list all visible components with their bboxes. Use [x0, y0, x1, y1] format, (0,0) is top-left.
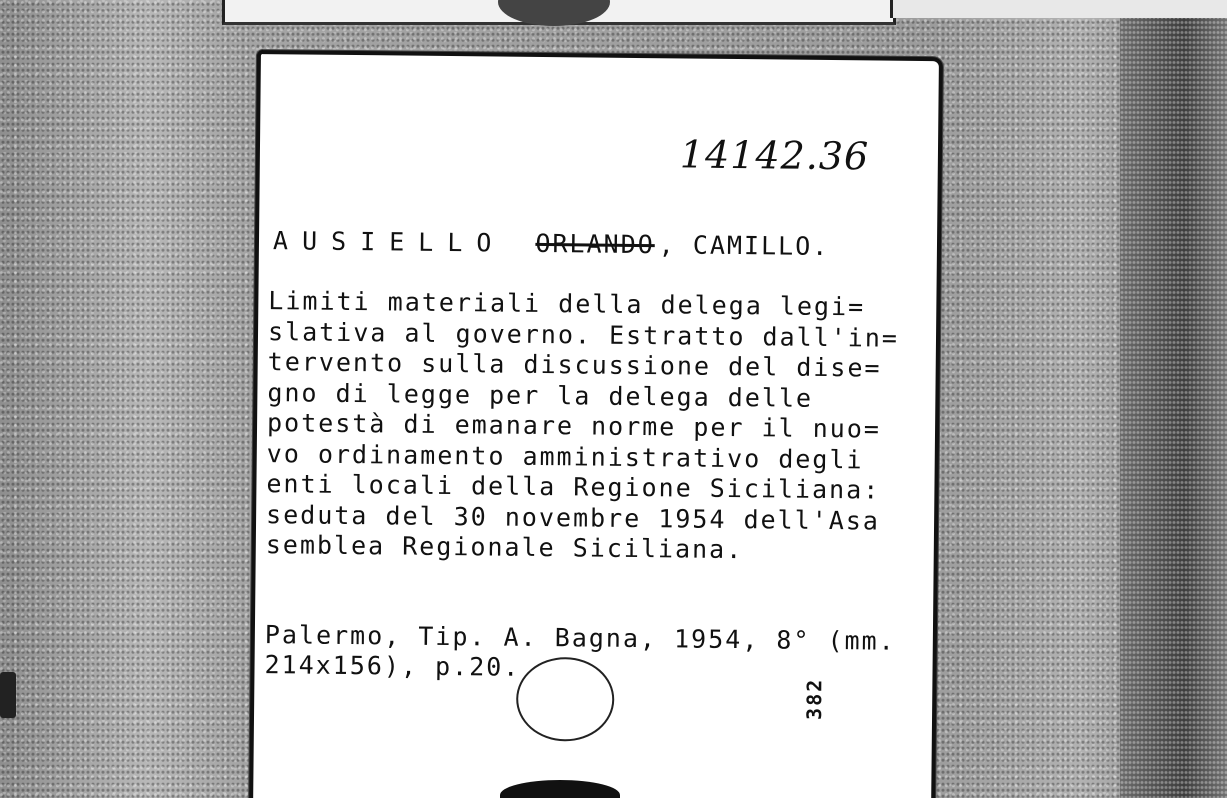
- card-behind-right: [890, 0, 1227, 18]
- body-line: tervento sulla discussione del dise=: [267, 347, 882, 383]
- author-surname: AUSIELLO: [272, 226, 506, 258]
- shelf-mark: 382: [802, 677, 827, 720]
- body-line: potestà di emanare norme per il nuo=: [266, 408, 882, 444]
- edge-mark: [0, 672, 16, 718]
- title-description: [266, 286, 909, 567]
- background-band: [1120, 0, 1227, 798]
- body-line: Limiti materiali della delega legi=: [268, 286, 866, 322]
- author-given-name: , CAMILLO.: [658, 230, 830, 262]
- body-line: seduta del 30 novembre 1954 dell'Asa: [265, 499, 881, 536]
- body-line: enti locali della Regione Siciliana:: [266, 469, 881, 505]
- body-line: gno di legge per la delega delle: [267, 377, 814, 413]
- index-card: [249, 50, 943, 798]
- author-line: [273, 226, 830, 261]
- body-line: slativa al governo. Estratto dall'in=: [267, 316, 900, 353]
- punch-hole: [516, 657, 615, 742]
- imprint-line: 214x156), p.20.: [264, 650, 521, 682]
- author-struck-name: ORLANDO: [535, 228, 655, 260]
- body-line: vo ordinamento amministrativo degli: [266, 438, 864, 474]
- imprint-line: Palermo, Tip. A. Bagna, 1954, 8° (mm.: [264, 620, 896, 656]
- catalog-number: 14142.36: [679, 132, 870, 179]
- body-line: semblea Regionale Siciliana.: [265, 530, 744, 565]
